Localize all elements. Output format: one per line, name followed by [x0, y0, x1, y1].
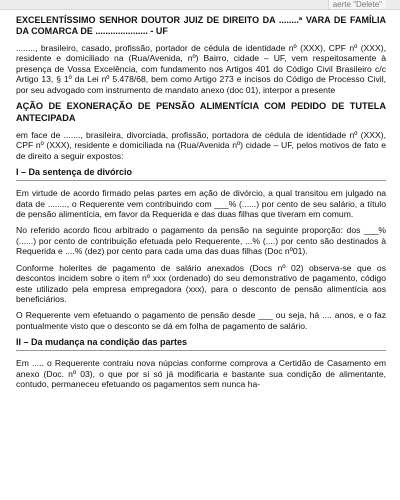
paragraph-1: Em virtude de acordo firmado pelas partes em ação de divórcio, a qual transitou em julgado na data de ........, o Requerente vem contribuindo com ___% (......) por cento de seu salário, a título de pensão alimentícia, em favor da Requerida e das duas filhas que tiveram em comum. [16, 188, 386, 220]
toolbar-hint: aerte "Delete" [328, 0, 386, 9]
section-heading-1: I – Da sentença de divórcio [16, 167, 386, 181]
paragraph-4: O Requerente vem efetuando o pagamento de pensão desde ___ ou seja, há .... anos, e o faz pontualmente visto que o desconto se dá em folha de pagamento de salário. [16, 310, 386, 331]
document-page [16, 15, 386, 395]
section-heading-2: II – Da mudança na condição das partes [16, 337, 386, 351]
petition-title: AÇÃO DE EXONERAÇÃO DE PENSÃO ALIMENTÍCIA COM PEDIDO DE TUTELA ANTECIPADA [16, 101, 386, 123]
document-heading: EXCELENTÍSSIMO SENHOR DOUTOR JUIZ DE DIREITO DA ........ª VARA DE FAMÍLIA DA COMARCA DE ..................... - UF [16, 15, 386, 36]
against-paragraph: em face de ......., brasileira, divorciada, profissão, portadora de cédula de identidade nº (XXX), CPF nº (XXX), residente e domiciliada na (Rua/Avenida nº) cidade – UF, pelos motivos de fato e de direito a seguir expostos: [16, 130, 386, 161]
intro-paragraph: ........, brasileiro, casado, profissão, portador de cédula de identidade nº (XXX), CPF nº (XXX), residente e domiciliado na (Rua/Avenida, nº) Bairro, cidade – UF, vem respeitosamente à presença de Vossa Excelência, com fundamento nos Artigos 401 do Código Civil Brasileiro c/c Artigo 13, § 1º da Lei nº 5.478/68, bem como Artigo 273 e incisos do Código de Processo Civil, por seu advogado com instrumento de mandato anexo (doc 01), interpor a presente [16, 43, 386, 95]
paragraph-2: No referido acordo ficou arbitrado o pagamento da pensão na seguinte proporção: dos ___% (......) por cento de contribuição efetuada pelo Requerente, ...% (....) por cento são destinados à Requerida e ....% (dez) por cento para cada uma das duas filhas (Doc nº01). [16, 225, 386, 257]
paragraph-5: Em ..... o Requerente contraiu nova núpcias conforme comprova a Certidão de Casamento em anexo (Doc. nº 03), o que por si só já modificaria e bastante sua condição de alimentante, contudo, permaneceu efetuando os pagamentos sem nunca ha- [16, 358, 386, 389]
top-toolbar-strip [0, 0, 400, 10]
paragraph-3: Conforme holerites de pagamento de salário anexados (Docs nº 02) observa-se que os descontos incidem sobre o item nº xxx (ordenado) do seu demonstrativo de pagamento, código este utilizado pela empresa empregadora (xxx), para o desconto de pensão alimentícia aos beneficiários. [16, 262, 386, 304]
